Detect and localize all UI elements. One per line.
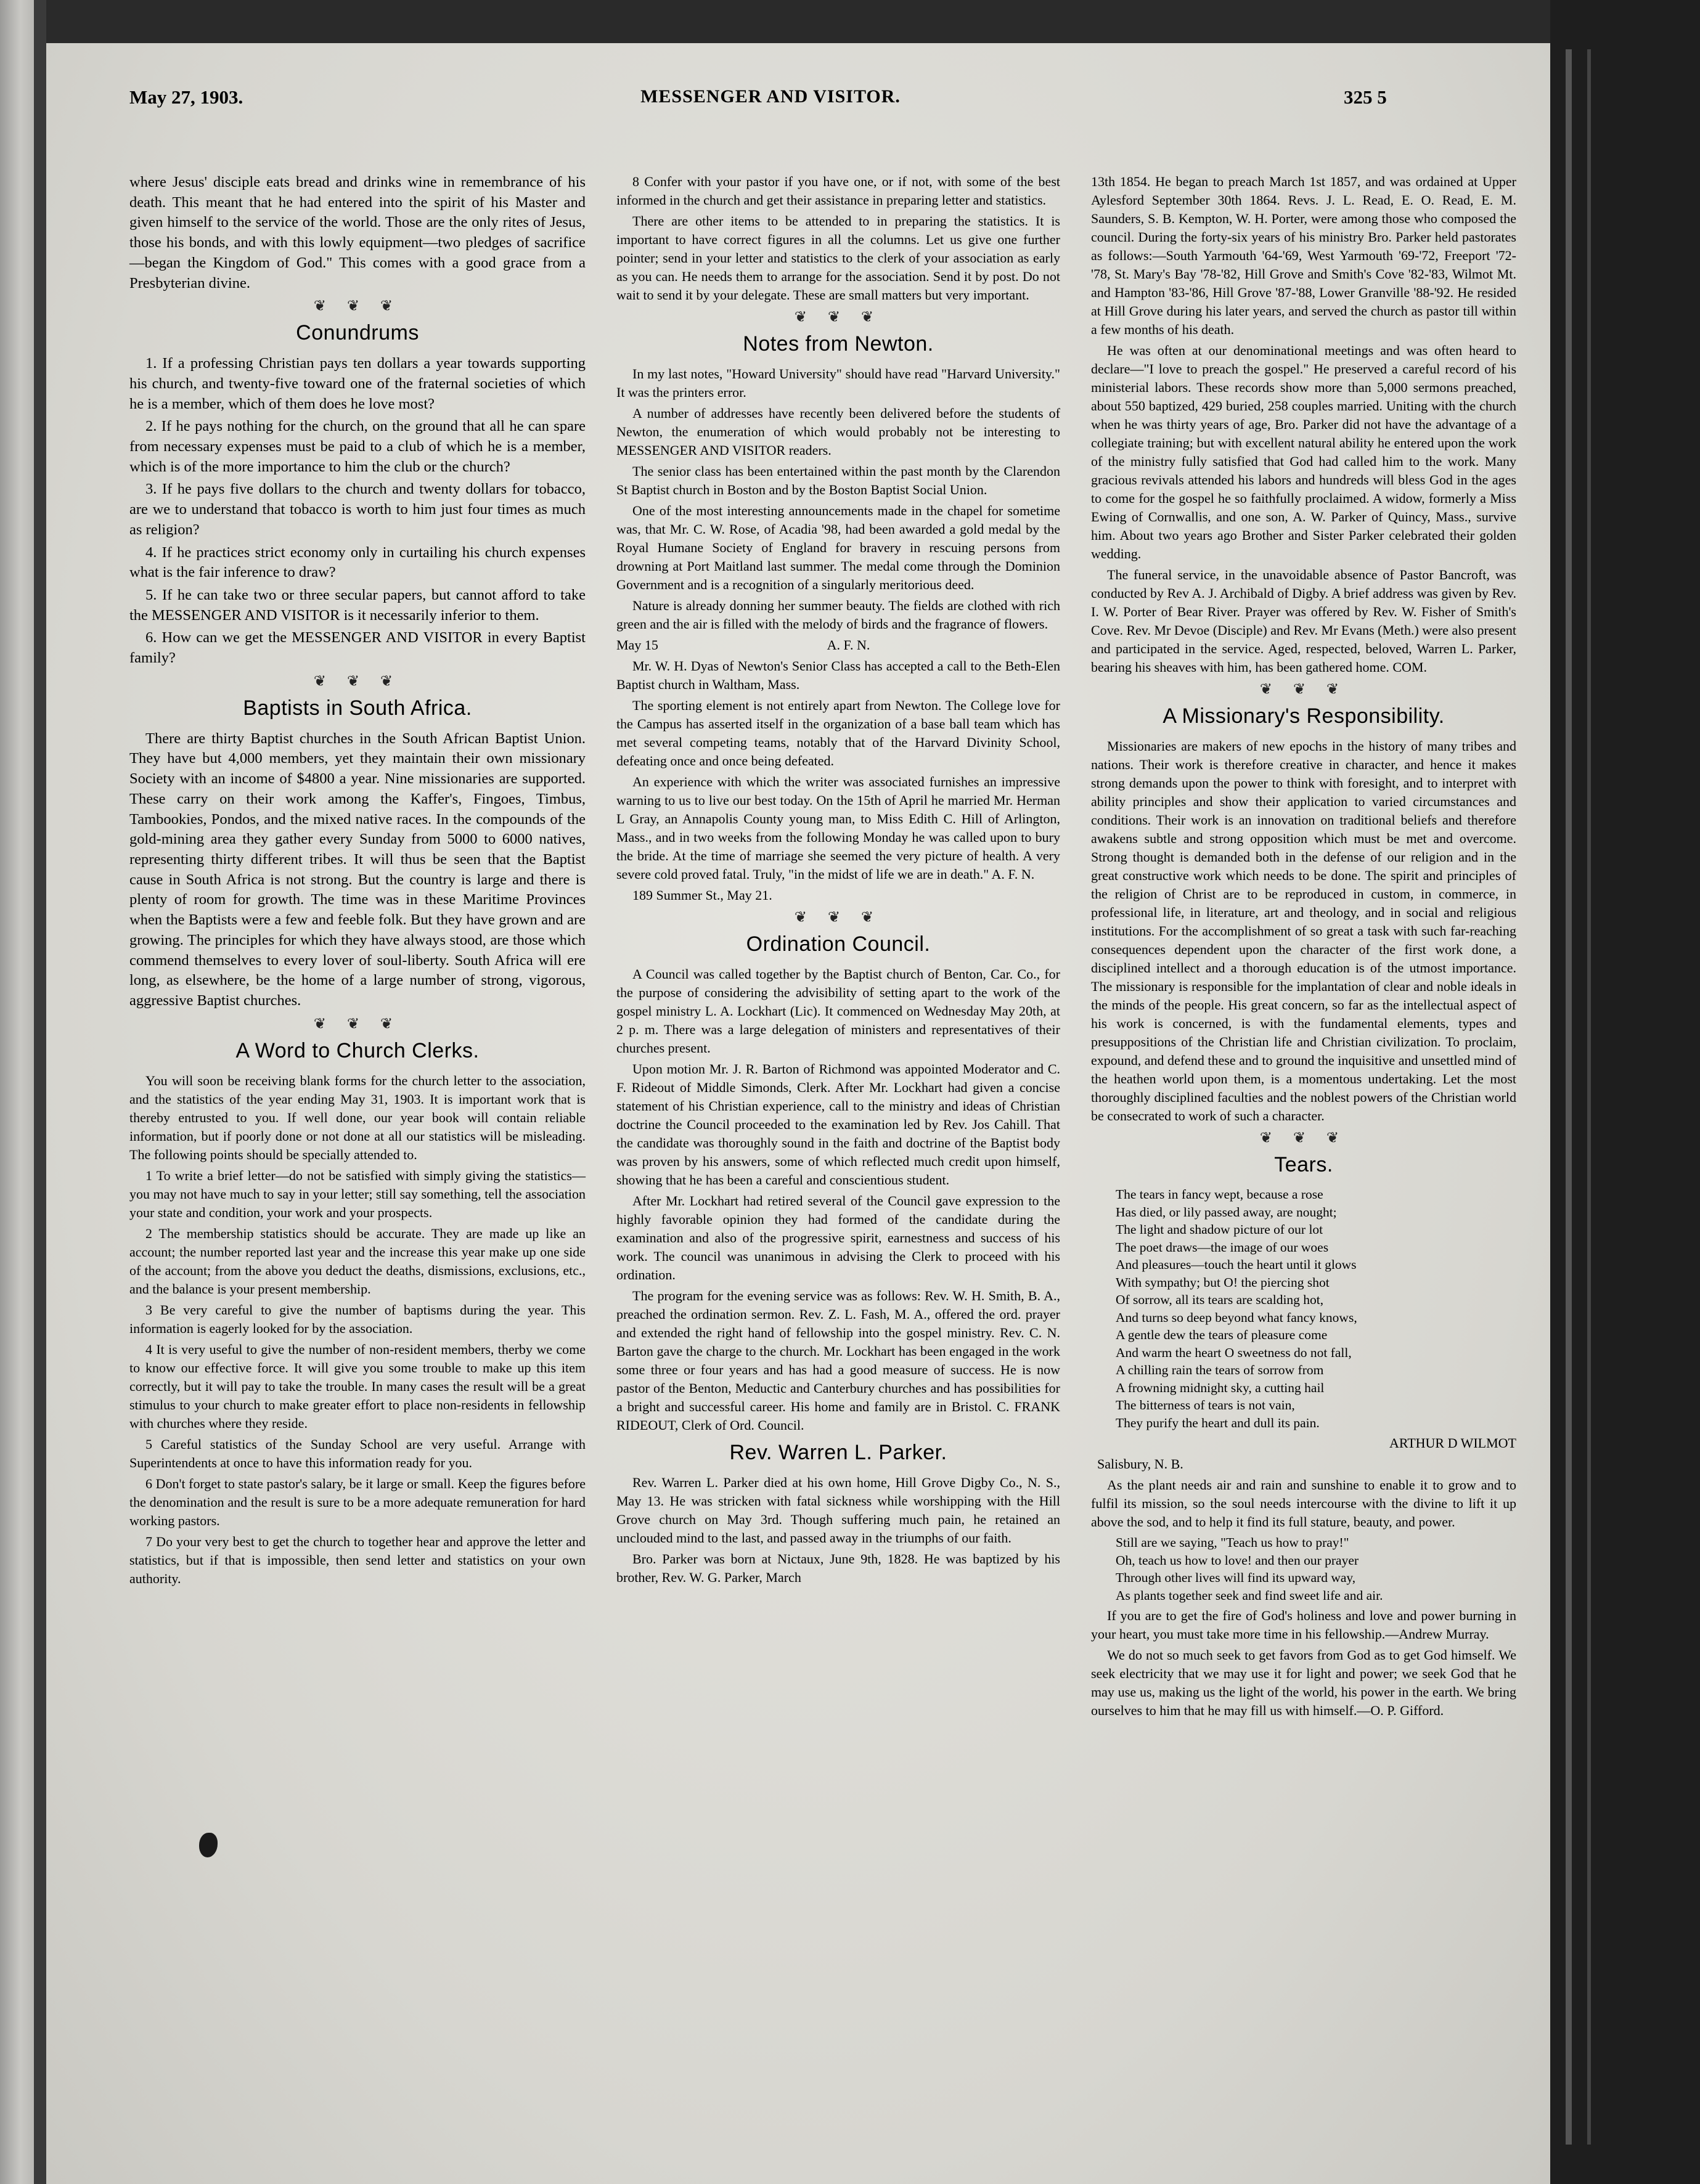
conundrum-item: 3. If he pays five dollars to the church and twenty dollars for tobacco, are we to understand that tobacco is worth to him just four times as much as religion?	[129, 481, 586, 538]
conundrum-item: 5. If he can take two or three secular papers, but cannot afford to take the MESSENGER AND VISITOR is it necessarily inferior to them.	[129, 586, 586, 624]
clerk-point: 1 To write a brief letter—do not be satisfied with simply giving the statistics—you may not have much to say in your letter; still say something, tell the association your state and condition, your work and your prospects.	[129, 1167, 586, 1220]
newton-para: A number of addresses have recently been delivered before the students of Newton, the enumeration of which would probably not be interesting to MESSENGER AND VISITOR readers.	[616, 405, 1060, 458]
newton-para: One of the most interesting announcements made in the chapel for sometime was, that Mr. C. W. Rose, of Acadia '98, had been awarded a gold medal by the Royal Humane Society of England for bravery in rescuing persons from drowning at Port Maitland last summer. The medal come through the Dominion Government and is a recognition of a singularly meritorious deed.	[616, 503, 1060, 592]
newton-heading: Notes from Newton.	[743, 332, 934, 356]
section-ornament: ❦ ❦ ❦	[1259, 682, 1348, 698]
presbyterian-quote-end: where Jesus' disciple eats bread and drinks wine in remembrance of his death. This meant that he had entered into the spirit of his Master and given himself to the service of the world. Those are the only rites of Jesus, those his bonds, and with this lowly equipment—two pledges of sacrifice—began the Kingdom of God." This comes with a good grace from a Presbyterian divine.	[129, 174, 586, 291]
newton-para: The sporting element is not entirely apart from Newton. The College love for the Campus has asserted itself in the organization of a base ball team which has met several competing teams, notably that of the Harvard Divinity School, defeating once and once being defeated.	[616, 698, 1060, 768]
clerk-point: 8 Confer with your pastor if you have one, or if not, with some of the best informed in the church and get their assistance in preparing letter and statistics.	[616, 174, 1060, 208]
ordination-para: The program for the evening service was as follows: Rev. W. H. Smith, B. A., preached the ordination sermon. Rev. Z. L. Fash, M. A., offered the ord. prayer and extended the right hand of fellowship into the gospel ministry. Rev. C. N. Barton gave the charge to the church. Mr. Lockhart has been engaged in the work some three or four years and has had a good measure of success. He is now pastor of the Benton, Meductic and Canterbury churches and has possibilities for a bright and successful career. His home and family are in Bristol. C. FRANK RIDEOUT, Clerk of Ord. Council.	[616, 1288, 1060, 1433]
closing-para: We do not so much seek to get favors from God as to get God himself. We seek electricity that we may use it for light and power; we seek God that he may use us, making us the light of the world, his power in the earth. We bring ourselves to him that he may fill us with himself.—O. P. Gifford.	[1091, 1647, 1516, 1718]
parker-para: The funeral service, in the unavoidable absence of Pastor Bancroft, was conducted by Rev A. J. Archibald of Digby. A brief address was given by Rev. I. W. Porter of Bear River. Prayer was offered by Rev. W. Fisher of Smith's Cove. Rev. Mr Devoe (Disciple) and Rev. Mr Evans (Meth.) were also present and participated in the service. Aged, respected, beloved, Warren L. Parker, bearing his sheaves with him, has been gathered home. COM.	[1091, 567, 1516, 675]
ordination-heading: Ordination Council.	[746, 932, 931, 956]
south-africa-text: There are thirty Baptist churches in the South African Baptist Union. They have but 4,000 members, yet they maintain their own missionary Society with an income of $4800 a year. Nine missionaries are supported. These carry on their work among the Kaffer's, Fingoes, Timbus, Tambookies, Pondos, and the mixed native races. In the compounds of the gold-mining area they gather every Sunday from 5000 to 6000 natives, representing thirty different tribes. It will thus be seen that the Baptist cause in South Africa is not strong. But the country is large and there is plenty of room for growth. The time was in these Maritime Provinces when the Baptists were a few and feeble folk. But they have grown and are growing. The principles for which they have always stood, are those which commend themselves to every lover of soul-liberty. South Africa will ere long, as elsewhere, be the home of a large number of strong, vigorous, aggressive Baptist churches.	[129, 730, 586, 1009]
page-number: 325 5	[1344, 86, 1387, 108]
section-ornament: ❦ ❦ ❦	[313, 673, 402, 690]
closing-verse: Still are we saying, "Teach us how to pray!" Oh, teach us how to love! and then our prayer Through other lives will find its upward way, As plants together seek and find sweet life and air.	[1116, 1535, 1383, 1603]
ordination-para: After Mr. Lockhart had retired several of the Council gave expression to the highly favorable opinion they had formed of the candidate during the examination and also of the progressive spirit, earnestness and success of his work. The council was unanimous in advising the Clerk to proceed with his ordination.	[616, 1193, 1060, 1282]
closing-para: If you are to get the fire of God's holiness and love and power burning in your heart, you must take more time in his fellowship.—Andrew Murray.	[1091, 1608, 1516, 1642]
section-ornament: ❦ ❦ ❦	[313, 1016, 402, 1032]
section-ornament: ❦ ❦ ❦	[794, 309, 883, 325]
section-ornament: ❦ ❦ ❦	[1259, 1130, 1348, 1146]
church-clerks-heading: A Word to Church Clerks.	[235, 1038, 480, 1062]
parker-heading: Rev. Warren L. Parker.	[729, 1441, 947, 1464]
clerk-point: 6 Don't forget to state pastor's salary, be it large or small. Keep the figures before the denomination and the result is sure to be a more adequate remuneration for hard working pastors.	[129, 1475, 586, 1528]
column-2	[616, 173, 1060, 1589]
clerk-point: 5 Careful statistics of the Sunday School are very useful. Arrange with Superintendents at once to have this information ready for you.	[129, 1436, 586, 1470]
header-date: May 27, 1903.	[129, 86, 243, 108]
church-clerks-intro: You will soon be receiving blank forms for the church letter to the association, and the statistics of the year ending May 31, 1903. It is important work that is thereby entrusted to you. If well done, our year book will contain reliable information, but if poorly done or not done at all our statistics will be misleading. The following points should be specially attended to.	[129, 1072, 586, 1162]
parker-para: Rev. Warren L. Parker died at his own home, Hill Grove Digby Co., N. S., May 13. He was stricken with fatal sickness while worshipping with the Hill Grove church on May 3rd. Though suffering much pain, he retained an unclouded mind to the last, and passed away in the triumphs of our faith.	[616, 1475, 1060, 1546]
clerk-point: 4 It is very useful to give the number of non-resident members, therby we come to know our effective force. It will give you some trouble to make up this item correctly, but it will pay to take the trouble. In many cases the result will be a great stimulus to your church to make greater effort to place non-residents in fellowship with churches where they reside.	[129, 1341, 586, 1431]
newton-para: Nature is already donning her summer beauty. The fields are clothed with rich green and the air is filled with the melody of birds and the fragrance of flowers.	[616, 598, 1060, 632]
parker-para: Bro. Parker was born at Nictaux, June 9th, 1828. He was baptized by his brother, Rev. W. G. Parker, March	[616, 1551, 1060, 1585]
tears-poem: The tears in fancy wept, because a rose Has died, or lily passed away, are nought; The light and shadow picture of our lot The poet draws—the image of our woes And pleasures—touch the heart until it glows With sympathy; but O! the piercing shot Of sorrow, all its tears are scalding hot, And turns so deep beyond what fancy knows, A gentle dew the tears of pleasure come And warm the heart O sweetness do not fall, A chilling rain the tears of sorrow from A frowning midnight sky, a cutting hail The bitterness of tears is not vain, They purify the heart and dull its pain.	[1116, 1187, 1357, 1430]
section-ornament: ❦ ❦ ❦	[313, 298, 402, 315]
clerk-point: 7 Do your very best to get the church to together hear and approve the letter and statistics, but if that is impossible, then send letter and statistics on your own authority.	[129, 1533, 586, 1586]
conundrum-item: 2. If he pays nothing for the church, on the ground that all he can spare from necessary expenses must be paid to a club of which he is a member, which is of the more importance to him the club or the church?	[129, 418, 586, 475]
book-binding	[34, 0, 46, 2184]
ordination-para: A Council was called together by the Baptist church of Benton, Car. Co., for the purpose of considering the advisibility of setting apart to the work of the gospel ministry L. A. Lockhart (Lic). It commenced on Wednesday May 20th, at 2 p. m. There was a large delegation of ministers and representatives of their churches present.	[616, 966, 1060, 1056]
conundrum-item: 6. How can we get the MESSENGER AND VISITOR in every Baptist family?	[129, 629, 586, 667]
ink-blot	[199, 1833, 218, 1857]
column-1	[129, 173, 586, 1591]
newton-para: The senior class has been entertained within the past month by the Clarendon St Baptist church in Boston and by the Boston Baptist Social Union.	[616, 463, 1060, 497]
column-3	[1091, 173, 1516, 1722]
south-africa-heading: Baptists in South Africa.	[243, 696, 472, 720]
clerk-point: 3 Be very careful to give the number of baptisms during the year. This information is eagerly looked for by the association.	[129, 1302, 586, 1336]
closing-para: As the plant needs air and rain and sunshine to enable it to grow and to fulfil its mission, so the soul needs intercourse with the divine to lift it up above the sod, and to help it find its full stature, beauty, and power.	[1091, 1477, 1516, 1530]
poem-author: ARTHUR D WILMOT	[1389, 1435, 1516, 1451]
missionary-text: Missionaries are makers of new epochs in the history of many tribes and nations. Their work is therefore creative in character, and hence it makes strong demands upon the power to think with foresight, and to interpret with ability principles and show their application to varied circumstances and conditions. Their work is an innovation on traditional beliefs and therefore awakens subtle and strong opposition which must be met and overcome. Strong thought is demanded both in the defense of our religion and in the great constructive work which needs to be done. The spirit and principles of the religion of Christ are to be reproduced in custom, in commerce, in professional life, in literature, art and theology, and in social and religious institutions. For the accomplishment of so great a task with such far-reaching consequences dependent upon the character of the first work done, a disciplined intellect and a thorough education is of the utmost importance. The missionary is responsible for the implantation of clear and noble ideals in the minds of the people. His great concern, so far as the intellectual aspect of his work is concerned, is with the fundamental elements, types and presuppositions of the Christian life and Christian civilization. To proclaim, expound, and defend these and to ground the inquisitive and unsettled mind of the heathen world upon them, is a momentous undertaking. Let the most thoroughly disciplined faculties and the noblest powers of the Christian world be consecrated to work of such a character.	[1091, 738, 1516, 1123]
newton-address: 189 Summer St., May 21.	[632, 887, 772, 903]
left-page-edge	[0, 0, 34, 2184]
right-scan-edge	[1550, 0, 1700, 2184]
parker-para: 13th 1854. He began to preach March 1st 1857, and was ordained at Upper Aylesford September 30th 1864. Revs. J. L. Read, E. O. Read, E. M. Saunders, S. B. Kempton, W. H. Porter, were among those who composed the council. During the forty-six years of his ministry Bro. Parker held pastorates as follows:—South Yarmouth '64-'69, West Yarmouth '69-'72, Freeport '72-'78, St. Mary's Bay '78-'82, Hill Grove and Smith's Cove '82-'83, Wilmot Mt. and Hampton '83-'86, Hill Grove '87-'88, Lower Granville '88-'92. He resided at Hill Grove during his later years, and served the church as pastor till within a few months of his death.	[1091, 174, 1516, 337]
newton-para: Mr. W. H. Dyas of Newton's Senior Class has accepted a call to the Beth-Elen Baptist church in Waltham, Mass.	[616, 658, 1060, 692]
newton-signature: May 15 A. F. N.	[616, 637, 870, 653]
conundrum-item: 1. If a professing Christian pays ten dollars a year towards supporting his church, and twenty-five toward one of the fraternal societies of which he is a member, which of them does he love most?	[129, 355, 586, 412]
section-ornament: ❦ ❦ ❦	[794, 910, 883, 926]
newton-para: In my last notes, "Howard University" should have read "Harvard University." It was the printers error.	[616, 366, 1060, 400]
parker-para: He was often at our denominational meetings and was often heard to declare—"I love to preach the gospel." He preserved a careful record of his ministerial labors. These records show more than 5,000 sermons preached, about 550 baptized, 429 buried, 258 couples married. Uniting with the church when he was thirty years of age, Bro. Parker did not have the advantage of a collegiate training; but with excellent natural ability he entered upon the work of the ministry fully satisfied that God had called him to the work. Many gracious revivals attended his labors and hundreds will bless God in the ages to come for the gospel he so faithfully proclaimed. A widow, formerly a Miss Ewing of Cornwallis, and one son, A. W. Parker of Quincy, Mass., survive him. About two years ago Brother and Sister Parker celebrated their golden wedding.	[1091, 343, 1516, 561]
poem-place: Salisbury, N. B.	[1097, 1456, 1183, 1472]
clerk-point: 2 The membership statistics should be accurate. They are made up like an account; the number reported last year and the increase this year make up one side of the account; from the above you deduct the deaths, dismissions, exclusions, etc., and the balance is your present membership.	[129, 1225, 586, 1297]
missionary-heading: A Missionary's Responsibility.	[1163, 704, 1445, 728]
clerk-closing: There are other items to be attended to in preparing the statistics. It is important to have correct figures in all the columns. Let us give one further pointer; send in your letter and statistics to the clerk of your association as early as you can. He needs them to arrange for the association. Send it by post. Do not wait to send it by your delegate. These are small matters but very important.	[616, 213, 1060, 303]
conundrum-item: 4. If he practices strict economy only in curtailing his church expenses what is the fair inference to draw?	[129, 544, 586, 581]
newton-para: An experience with which the writer was associated furnishes an impressive warning to us to live our best today. On the 15th of April he married Mr. Herman L Gray, an Annapolis County young man, to Miss Edith C. Hill of Arlington, Mass., and in two weeks from the following Monday he was called upon to bury the bride. At the time of marriage she seemed the very picture of health. A very severe cold proved fatal. Truly, "in the midst of life we are in death." A. F. N.	[616, 774, 1060, 882]
ordination-para: Upon motion Mr. J. R. Barton of Richmond was appointed Moderator and C. F. Rideout of Middle Simonds, Clerk. After Mr. Lockhart had given a concise statement of his Christian experience, call to the ministry and ideas of Christian doctrine the Council proceeded to the examination led by Rev. Jos Cahill. That the candidate was thoroughly sound in the faith and doctrine of the Baptist body was proven by his answers, some of which reflected much credit upon himself, showing that he has been a careful and conscientious student.	[616, 1061, 1060, 1188]
conundrums-heading: Conundrums	[296, 321, 419, 345]
tears-heading: Tears.	[1274, 1153, 1333, 1176]
masthead-title: MESSENGER AND VISITOR.	[640, 86, 901, 107]
